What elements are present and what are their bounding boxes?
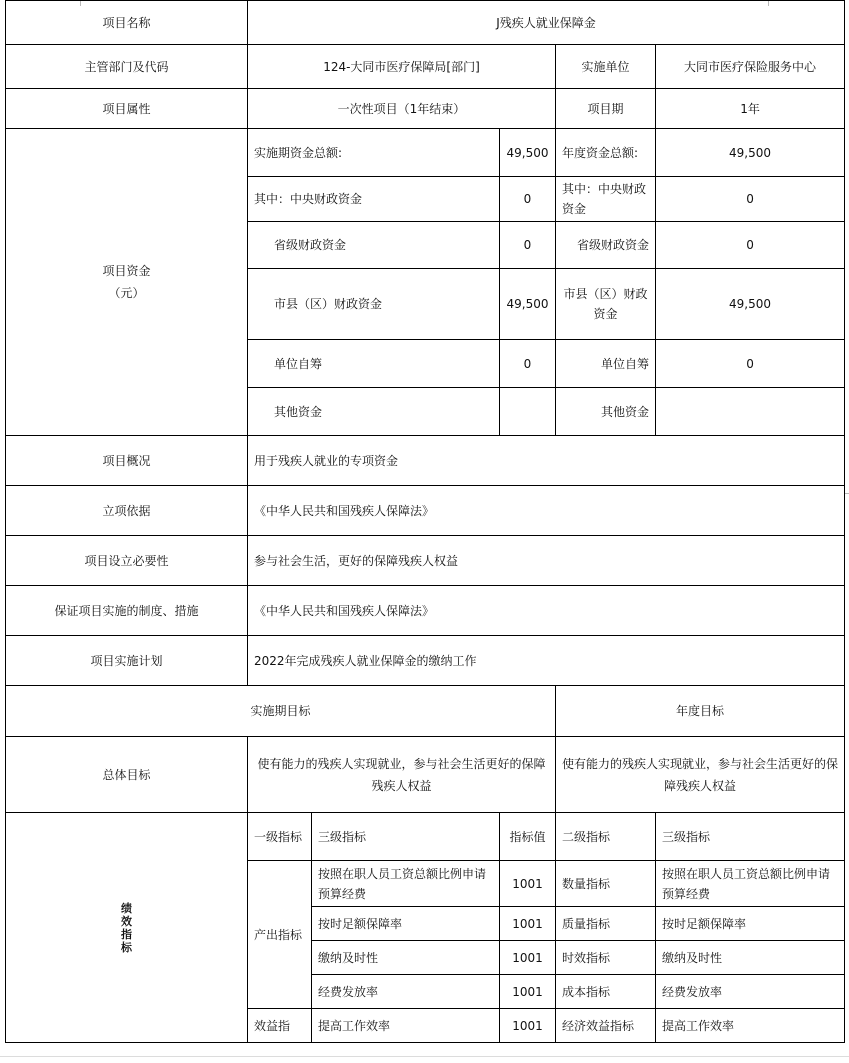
output-level3b: 经费发放率: [656, 975, 845, 1009]
funds-unit: （元）: [108, 286, 145, 300]
output-level3: 经费发放率: [312, 975, 500, 1009]
output-level3b: 按照在职人员工资总额比例申请预算经费: [656, 861, 845, 907]
impl-unit-value: 大同市医疗保险服务中心: [656, 45, 845, 89]
fund-annual-label: 年度资金总额:: [556, 129, 656, 177]
benefit-label: 效益指: [248, 1009, 312, 1043]
project-name-label: 项目名称: [6, 1, 248, 45]
row-department: [6, 45, 845, 89]
fund-annual-value: 49,500: [656, 269, 845, 340]
fund-label: 单位自筹: [248, 340, 500, 388]
output-level2: 质量指标: [556, 907, 656, 941]
funds-label: 项目资金: [102, 264, 151, 278]
fund-value: 0: [500, 177, 556, 222]
header-level1: 一级指标: [248, 813, 312, 861]
output-level3: 按时足额保障率: [312, 907, 500, 941]
output-level2: 时效指标: [556, 941, 656, 975]
benefit-level2: 经济效益指标: [556, 1009, 656, 1043]
fund-value: 0: [500, 222, 556, 269]
plan-value: 2022年完成残疾人就业保障金的缴纳工作: [248, 636, 845, 686]
fund-label: 实施期资金总额:: [248, 129, 500, 177]
overall-annual-value: 使有能力的残疾人实现就业，参与社会生活更好的保障残疾人权益: [556, 737, 845, 813]
department-value: 124-大同市医疗保障局[部门]: [248, 45, 556, 89]
impl-unit-label: 实施单位: [556, 45, 656, 89]
row-attribute: [6, 89, 845, 129]
funds-label-cell: [6, 129, 248, 436]
fund-annual-label: 单位自筹: [556, 340, 656, 388]
fund-annual-value: 49,500: [656, 129, 845, 177]
basis-value: 《中华人民共和国残疾人保障法》: [248, 486, 845, 536]
basis-label: 立项依据: [6, 486, 248, 536]
fund-annual-value: [656, 388, 845, 436]
output-level2: 成本指标: [556, 975, 656, 1009]
fund-annual-label: 其他资金: [556, 388, 656, 436]
overview-label: 项目概况: [6, 436, 248, 486]
attribute-label: 项目属性: [6, 89, 248, 129]
header-level3: 三级指标: [312, 813, 500, 861]
guarantee-value: 《中华人民共和国残疾人保障法》: [248, 586, 845, 636]
output-level3: 缴纳及时性: [312, 941, 500, 975]
period-label: 项目期: [556, 89, 656, 129]
fund-annual-value: 0: [656, 177, 845, 222]
fund-annual-label: 省级财政资金: [556, 222, 656, 269]
row-project-name: [6, 1, 845, 45]
benefit-level3b: 提高工作效率: [656, 1009, 845, 1043]
plan-label: 项目实施计划: [6, 636, 248, 686]
output-value: 1001: [500, 941, 556, 975]
row-basis: [6, 486, 845, 536]
page-edge-mark-right: [845, 493, 849, 494]
output-value: 1001: [500, 861, 556, 907]
row-overall: [6, 737, 845, 813]
output-level3b: 按时足额保障率: [656, 907, 845, 941]
fund-value: 49,500: [500, 269, 556, 340]
period-value: 1年: [656, 89, 845, 129]
project-name-value: J残疾人就业保障金: [248, 1, 845, 45]
row-performance-header: [6, 813, 845, 861]
row-guarantee: [6, 586, 845, 636]
project-table: [5, 0, 845, 1043]
performance-label: 绩效指标: [121, 901, 132, 954]
benefit-value: 1001: [500, 1009, 556, 1043]
header-value: 指标值: [500, 813, 556, 861]
output-level3: 按照在职人员工资总额比例申请预算经费: [312, 861, 500, 907]
fund-annual-label: 市县（区）财政资金: [556, 269, 656, 340]
row-targets-header: [6, 686, 845, 737]
fund-value: [500, 388, 556, 436]
attribute-value: 一次性项目（1年结束）: [248, 89, 556, 129]
output-value: 1001: [500, 975, 556, 1009]
necessity-label: 项目设立必要性: [6, 536, 248, 586]
fund-label: 其中：中央财政资金: [248, 177, 500, 222]
output-level2: 数量指标: [556, 861, 656, 907]
output-label: 产出指标: [248, 861, 312, 1009]
fund-label: 省级财政资金: [248, 222, 500, 269]
fund-label: 其他资金: [248, 388, 500, 436]
fund-annual-value: 0: [656, 222, 845, 269]
overall-label: 总体目标: [6, 737, 248, 813]
row-overview: [6, 436, 845, 486]
benefit-level3: 提高工作效率: [312, 1009, 500, 1043]
fund-annual-label: 其中：中央财政资金: [556, 177, 656, 222]
guarantee-label: 保证项目实施的制度、措施: [6, 586, 248, 636]
overview-value: 用于残疾人就业的专项资金: [248, 436, 845, 486]
fund-value: 49,500: [500, 129, 556, 177]
fund-annual-value: 0: [656, 340, 845, 388]
header-level3b: 三级指标: [656, 813, 845, 861]
row-plan: [6, 636, 845, 686]
necessity-value: 参与社会生活，更好的保障残疾人权益: [248, 536, 845, 586]
overall-period-value: 使有能力的残疾人实现就业，参与社会生活更好的保障残疾人权益: [248, 737, 556, 813]
department-label: 主管部门及代码: [6, 45, 248, 89]
output-value: 1001: [500, 907, 556, 941]
fund-label: 市县（区）财政资金: [248, 269, 500, 340]
fund-row: [6, 129, 845, 177]
performance-label-cell: [6, 813, 248, 1043]
page-edge-mark-bottom: [0, 1056, 849, 1057]
annual-target-label: 年度目标: [556, 686, 845, 737]
output-level3b: 缴纳及时性: [656, 941, 845, 975]
fund-value: 0: [500, 340, 556, 388]
period-target-label: 实施期目标: [6, 686, 556, 737]
row-necessity: [6, 536, 845, 586]
header-level2: 二级指标: [556, 813, 656, 861]
